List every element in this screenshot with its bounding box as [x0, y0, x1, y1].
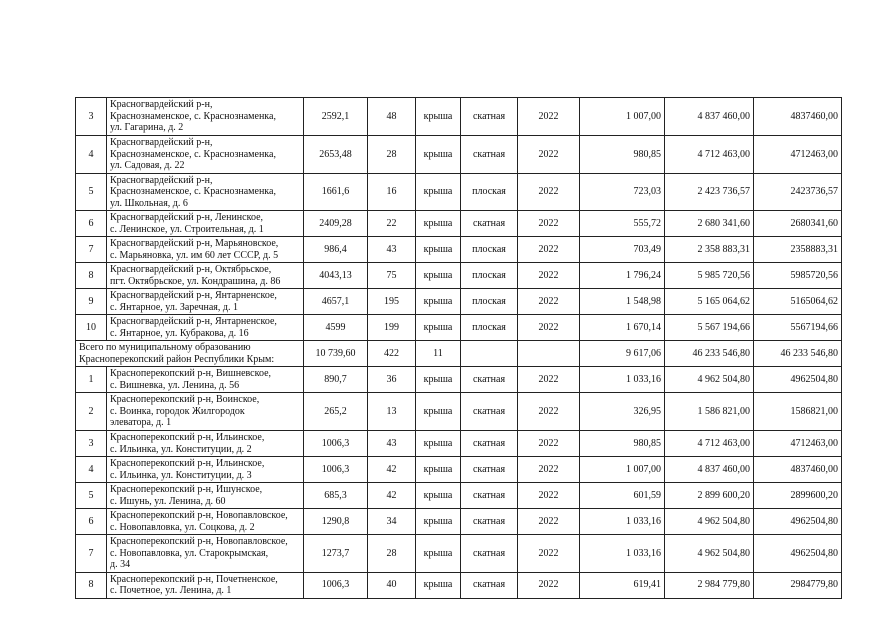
- row-number-cell: 3: [76, 98, 107, 136]
- year-cell: 2022: [518, 289, 580, 315]
- cost-total-cell: 5165064,62: [754, 289, 842, 315]
- address-line: с. Вишневка, ул. Ленина, д. 56: [110, 379, 240, 391]
- element-cell: крыша: [416, 367, 461, 393]
- cost-total-cell: 4712463,00: [754, 136, 842, 174]
- unit-price-cell: 1 796,24: [580, 263, 665, 289]
- address-line: с. Янтарное, ул. Кубракова, д. 16: [110, 327, 249, 339]
- total-year-cell: [518, 341, 580, 367]
- row-number-cell: 7: [76, 535, 107, 573]
- total-label-line: Всего по муниципальному образованию: [79, 342, 251, 353]
- cost-total-cell: 4837460,00: [754, 98, 842, 136]
- address-line: пгт. Октябрьское, ул. Кондрашина, д. 86: [110, 275, 281, 287]
- roof-type-cell: скатная: [461, 509, 518, 535]
- area-cell: 4043,13: [304, 263, 368, 289]
- count-cell: 40: [368, 572, 416, 598]
- area-cell: 890,7: [304, 367, 368, 393]
- address-line: д. 34: [110, 559, 131, 570]
- year-cell: 2022: [518, 315, 580, 341]
- address-cell: [107, 211, 304, 237]
- address-line: с. Ильинка, ул. Конституции, д. 2: [110, 443, 252, 455]
- year-cell: 2022: [518, 509, 580, 535]
- unit-price-cell: 1 548,98: [580, 289, 665, 315]
- row-number-cell: 1: [76, 367, 107, 393]
- count-cell: 34: [368, 509, 416, 535]
- unit-price-cell: 619,41: [580, 572, 665, 598]
- roof-type-cell: плоская: [461, 173, 518, 211]
- address-line: Красногвардейский р-н, Янтарненское,: [110, 290, 277, 301]
- element-cell: крыша: [416, 136, 461, 174]
- address-line: с. Янтарное, ул. Заречная, д. 1: [110, 301, 238, 313]
- address-line: Краснознаменское, с. Краснознаменка,: [110, 148, 276, 160]
- roof-type-cell: скатная: [461, 457, 518, 483]
- address-line: Красногвардейский р-н, Ленинское,: [110, 212, 264, 223]
- cost-cell: 5 567 194,66: [665, 315, 754, 341]
- unit-price-cell: 1 007,00: [580, 98, 665, 136]
- address-line: с. Воинка, городок Жилгородок: [110, 405, 245, 417]
- count-cell: 43: [368, 237, 416, 263]
- unit-price-cell: 723,03: [580, 173, 665, 211]
- address-cell: [107, 572, 304, 598]
- unit-price-cell: 1 007,00: [580, 457, 665, 483]
- count-cell: 42: [368, 457, 416, 483]
- cost-cell: 5 165 064,62: [665, 289, 754, 315]
- row-number-cell: 10: [76, 315, 107, 341]
- roof-type-cell: скатная: [461, 431, 518, 457]
- unit-price-cell: 601,59: [580, 483, 665, 509]
- row-number-cell: 8: [76, 572, 107, 598]
- element-cell: крыша: [416, 535, 461, 573]
- cost-cell: 4 962 504,80: [665, 367, 754, 393]
- area-cell: 1006,3: [304, 572, 368, 598]
- address-line: с. Ленинское, ул. Строительная, д. 1: [110, 223, 264, 235]
- count-cell: 28: [368, 535, 416, 573]
- cost-total-cell: 2423736,57: [754, 173, 842, 211]
- address-line: Краснознаменское, с. Краснознаменка,: [110, 186, 276, 197]
- element-cell: крыша: [416, 289, 461, 315]
- table-row: [76, 483, 842, 509]
- address-cell: [107, 136, 304, 174]
- cost-cell: 4 837 460,00: [665, 98, 754, 136]
- cost-cell: 2 423 736,57: [665, 173, 754, 211]
- count-cell: 75: [368, 263, 416, 289]
- cost-total-cell: 2358883,31: [754, 237, 842, 263]
- year-cell: 2022: [518, 393, 580, 431]
- area-cell: 986,4: [304, 237, 368, 263]
- address-cell: [107, 509, 304, 535]
- table-row: [76, 211, 842, 237]
- area-cell: 1273,7: [304, 535, 368, 573]
- row-number-cell: 2: [76, 393, 107, 431]
- count-cell: 195: [368, 289, 416, 315]
- address-line: Красноперекопский р-н, Новопавловское,: [110, 536, 288, 547]
- count-cell: 28: [368, 136, 416, 174]
- address-cell: [107, 315, 304, 341]
- element-cell: крыша: [416, 315, 461, 341]
- year-cell: 2022: [518, 263, 580, 289]
- unit-price-cell: 1 033,16: [580, 509, 665, 535]
- area-cell: 1006,3: [304, 457, 368, 483]
- cost-cell: 4 837 460,00: [665, 457, 754, 483]
- cost-cell: 4 712 463,00: [665, 136, 754, 174]
- cost-cell: 2 899 600,20: [665, 483, 754, 509]
- element-cell: крыша: [416, 431, 461, 457]
- roof-type-cell: скатная: [461, 211, 518, 237]
- address-line: Красногвардейский р-н,: [110, 137, 213, 148]
- year-cell: 2022: [518, 483, 580, 509]
- count-cell: 22: [368, 211, 416, 237]
- element-cell: крыша: [416, 483, 461, 509]
- area-cell: 1006,3: [304, 431, 368, 457]
- area-cell: 1290,8: [304, 509, 368, 535]
- cost-total-cell: 4837460,00: [754, 457, 842, 483]
- table-row: [76, 509, 842, 535]
- total-area-cell: 10 739,60: [304, 341, 368, 367]
- element-cell: крыша: [416, 173, 461, 211]
- row-number-cell: 5: [76, 173, 107, 211]
- cost-total-cell: 1586821,00: [754, 393, 842, 431]
- address-line: Красногвардейский р-н,: [110, 174, 213, 186]
- count-cell: 48: [368, 98, 416, 136]
- cost-total-cell: 2899600,20: [754, 483, 842, 509]
- table-row: [76, 572, 842, 598]
- table-row: [76, 289, 842, 315]
- address-line: с. Ильинка, ул. Конституции, д. 3: [110, 469, 252, 481]
- count-cell: 199: [368, 315, 416, 341]
- address-cell: [107, 431, 304, 457]
- cost-total-cell: 2680341,60: [754, 211, 842, 237]
- unit-price-cell: 980,85: [580, 136, 665, 174]
- address-line: с. Марьяновка, ул. им 60 лет СССР, д. 5: [110, 249, 279, 261]
- unit-price-cell: 980,85: [580, 431, 665, 457]
- total-row: [76, 341, 842, 367]
- address-line: Красноперекопский р-н, Ильинское,: [110, 458, 265, 469]
- element-cell: крыша: [416, 98, 461, 136]
- cost-cell: 2 984 779,80: [665, 572, 754, 598]
- address-line: Красноперекопский р-н, Почетненское,: [110, 573, 278, 585]
- table-row: [76, 98, 842, 136]
- roof-type-cell: плоская: [461, 315, 518, 341]
- roof-type-cell: плоская: [461, 289, 518, 315]
- area-cell: 4599: [304, 315, 368, 341]
- row-number-cell: 4: [76, 457, 107, 483]
- table-row: [76, 237, 842, 263]
- count-cell: 16: [368, 173, 416, 211]
- address-line: с. Почетное, ул. Ленина, д. 1: [110, 585, 232, 596]
- total-elements-cell: 11: [416, 341, 461, 367]
- element-cell: крыша: [416, 393, 461, 431]
- row-number-cell: 3: [76, 431, 107, 457]
- roof-type-cell: скатная: [461, 367, 518, 393]
- row-number-cell: 6: [76, 509, 107, 535]
- roof-type-cell: скатная: [461, 136, 518, 174]
- count-cell: 13: [368, 393, 416, 431]
- table-body: [76, 98, 842, 599]
- address-cell: [107, 173, 304, 211]
- area-cell: 2592,1: [304, 98, 368, 136]
- total-label-line: Красноперекопский район Республики Крым:: [79, 353, 275, 365]
- cost-cell: 4 712 463,00: [665, 431, 754, 457]
- count-cell: 42: [368, 483, 416, 509]
- element-cell: крыша: [416, 263, 461, 289]
- address-cell: [107, 457, 304, 483]
- cost-cell: 5 985 720,56: [665, 263, 754, 289]
- total-label-cell: [76, 341, 304, 367]
- address-line: Красногвардейский р-н, Марьяновское,: [110, 238, 279, 249]
- unit-price-cell: 555,72: [580, 211, 665, 237]
- table-row: [76, 431, 842, 457]
- year-cell: 2022: [518, 98, 580, 136]
- cost-total-cell: 4962504,80: [754, 509, 842, 535]
- address-line: Красногвардейский р-н,: [110, 99, 213, 111]
- count-cell: 43: [368, 431, 416, 457]
- address-line: с. Новопавловка, ул. Старокрымская,: [110, 547, 269, 559]
- row-number-cell: 4: [76, 136, 107, 174]
- table-row: [76, 315, 842, 341]
- year-cell: 2022: [518, 136, 580, 174]
- address-line: Красногвардейский р-н, Октябрьское,: [110, 264, 272, 275]
- area-cell: 685,3: [304, 483, 368, 509]
- cost-cell: 2 680 341,60: [665, 211, 754, 237]
- roof-type-cell: плоская: [461, 237, 518, 263]
- repair-register-table: [75, 97, 842, 599]
- area-cell: 2653,48: [304, 136, 368, 174]
- roof-type-cell: скатная: [461, 98, 518, 136]
- roof-type-cell: скатная: [461, 393, 518, 431]
- address-cell: [107, 237, 304, 263]
- address-line: Красноперекопский р-н, Воинское,: [110, 394, 260, 406]
- element-cell: крыша: [416, 211, 461, 237]
- address-line: Красноперекопский р-н, Ишунское,: [110, 484, 263, 495]
- address-cell: [107, 263, 304, 289]
- year-cell: 2022: [518, 457, 580, 483]
- table-row: [76, 136, 842, 174]
- area-cell: 4657,1: [304, 289, 368, 315]
- table-row: [76, 457, 842, 483]
- address-line: Красноперекопский р-н, Вишневское,: [110, 368, 272, 379]
- area-cell: 265,2: [304, 393, 368, 431]
- count-cell: 36: [368, 367, 416, 393]
- total-count-cell: 422: [368, 341, 416, 367]
- address-line: Красноперекопский р-н, Ильинское,: [110, 432, 265, 443]
- address-line: с. Ишунь, ул. Ленина, д. 60: [110, 495, 226, 507]
- unit-price-cell: 703,49: [580, 237, 665, 263]
- address-line: элеватора, д. 1: [110, 417, 172, 429]
- unit-price-cell: 326,95: [580, 393, 665, 431]
- cost-total-cell: 5985720,56: [754, 263, 842, 289]
- address-cell: [107, 289, 304, 315]
- row-number-cell: 6: [76, 211, 107, 237]
- cost-cell: 1 586 821,00: [665, 393, 754, 431]
- address-line: Краснознаменское, с. Краснознаменка,: [110, 110, 276, 122]
- total-cost-cell: 46 233 546,80: [665, 341, 754, 367]
- cost-cell: 4 962 504,80: [665, 509, 754, 535]
- element-cell: крыша: [416, 237, 461, 263]
- address-line: Красноперекопский р-н, Новопавловское,: [110, 510, 288, 521]
- address-line: ул. Школьная, д. 6: [110, 197, 188, 209]
- total-cost-sum-cell: 46 233 546,80: [754, 341, 842, 367]
- table-row: [76, 263, 842, 289]
- roof-type-cell: скатная: [461, 535, 518, 573]
- unit-price-cell: 1 033,16: [580, 535, 665, 573]
- row-number-cell: 5: [76, 483, 107, 509]
- table-row: [76, 367, 842, 393]
- year-cell: 2022: [518, 173, 580, 211]
- address-line: ул. Садовая, д. 22: [110, 160, 185, 171]
- area-cell: 2409,28: [304, 211, 368, 237]
- row-number-cell: 9: [76, 289, 107, 315]
- address-line: Красногвардейский р-н, Янтарненское,: [110, 316, 277, 327]
- cost-total-cell: 2984779,80: [754, 572, 842, 598]
- address-cell: [107, 367, 304, 393]
- address-cell: [107, 535, 304, 573]
- roof-type-cell: скатная: [461, 483, 518, 509]
- roof-type-cell: плоская: [461, 263, 518, 289]
- table-row: [76, 173, 842, 211]
- cost-total-cell: 4712463,00: [754, 431, 842, 457]
- cost-total-cell: 4962504,80: [754, 535, 842, 573]
- roof-type-cell: скатная: [461, 572, 518, 598]
- year-cell: 2022: [518, 431, 580, 457]
- cost-total-cell: 4962504,80: [754, 367, 842, 393]
- year-cell: 2022: [518, 211, 580, 237]
- address-line: с. Новопавловка, ул. Соцкова, д. 2: [110, 521, 255, 533]
- element-cell: крыша: [416, 457, 461, 483]
- address-cell: [107, 98, 304, 136]
- address-cell: [107, 483, 304, 509]
- total-price-cell: 9 617,06: [580, 341, 665, 367]
- address-line: ул. Гагарина, д. 2: [110, 122, 184, 134]
- unit-price-cell: 1 670,14: [580, 315, 665, 341]
- row-number-cell: 7: [76, 237, 107, 263]
- address-cell: [107, 393, 304, 431]
- year-cell: 2022: [518, 237, 580, 263]
- unit-price-cell: 1 033,16: [580, 367, 665, 393]
- year-cell: 2022: [518, 572, 580, 598]
- cost-cell: 2 358 883,31: [665, 237, 754, 263]
- area-cell: 1661,6: [304, 173, 368, 211]
- table-row: [76, 535, 842, 573]
- cost-total-cell: 5567194,66: [754, 315, 842, 341]
- year-cell: 2022: [518, 367, 580, 393]
- total-type-cell: [461, 341, 518, 367]
- year-cell: 2022: [518, 535, 580, 573]
- element-cell: крыша: [416, 572, 461, 598]
- element-cell: крыша: [416, 509, 461, 535]
- row-number-cell: 8: [76, 263, 107, 289]
- cost-cell: 4 962 504,80: [665, 535, 754, 573]
- table-row: [76, 393, 842, 431]
